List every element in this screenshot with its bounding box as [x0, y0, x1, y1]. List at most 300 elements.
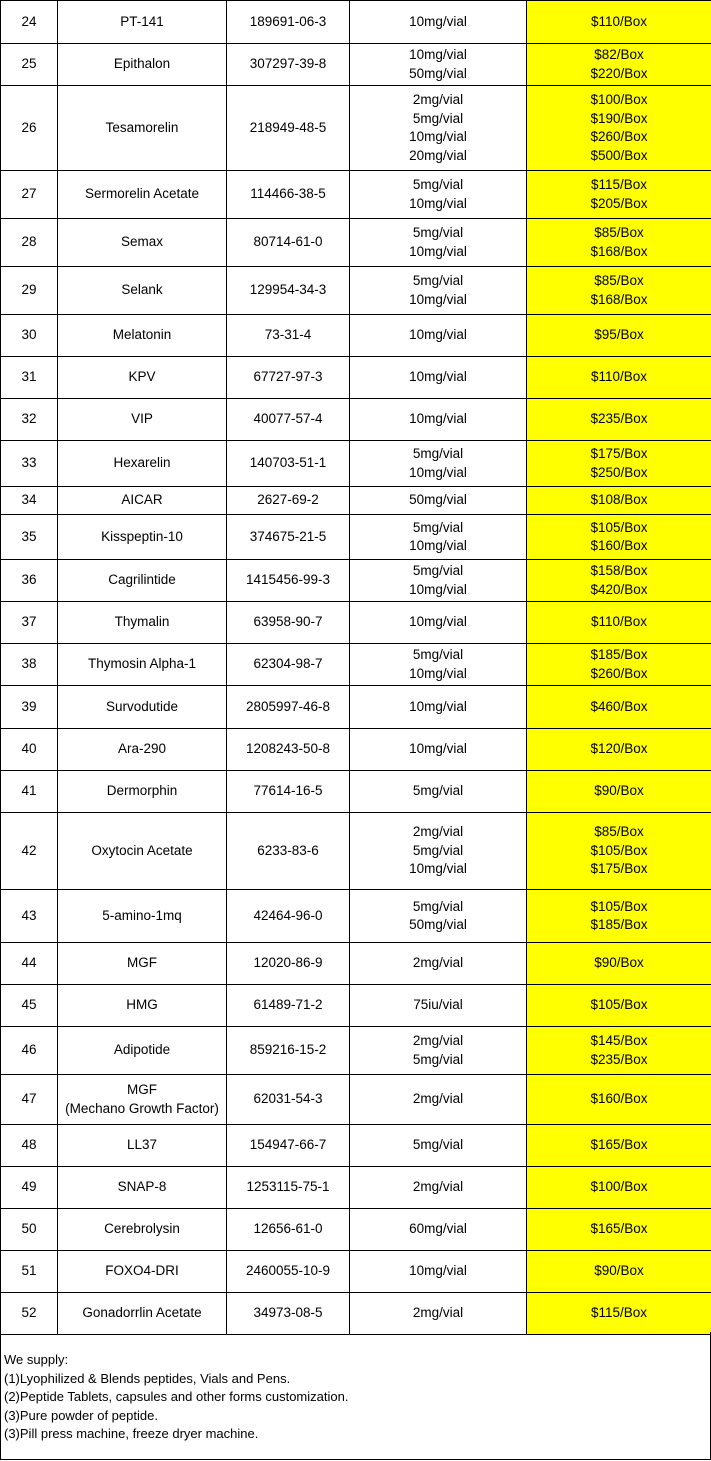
table-row: [1, 515, 711, 560]
specification-line: 10mg/vial: [409, 538, 467, 553]
product-name-cell: [58, 1125, 227, 1167]
specification-line: 10mg/vial: [409, 369, 467, 385]
specification-cell: [350, 1075, 527, 1125]
cas-number-cell: 154947-66-7: [227, 1125, 350, 1167]
specification-line: 2mg/vial: [412, 955, 464, 971]
cas-number-cell: 189691-06-3: [227, 1, 350, 44]
product-name-cell: [58, 441, 227, 487]
price-line: $105/Box: [590, 519, 648, 535]
product-name-line: AICAR: [121, 492, 163, 508]
specification-cell: [350, 985, 527, 1027]
table-row: [1, 729, 711, 771]
product-name-cell: [58, 399, 227, 441]
price-line: $105/Box: [590, 997, 648, 1013]
product-number-cell: 41: [1, 771, 58, 813]
specification-cell: [350, 1125, 527, 1167]
specification-cell: [350, 171, 527, 219]
price-line: $95/Box: [594, 327, 644, 343]
price-line: $100/Box: [590, 1179, 648, 1195]
product-name-cell: [58, 44, 227, 86]
cas-number-cell: 63958-90-7: [227, 602, 350, 644]
table-row: [1, 1125, 711, 1167]
specification-line: 10mg/vial: [409, 327, 467, 343]
price-line: $500/Box: [590, 147, 648, 163]
product-number-cell: 44: [1, 943, 58, 985]
product-number-cell: 47: [1, 1075, 58, 1125]
product-name-cell: [58, 171, 227, 219]
specification-line: 50mg/vial: [409, 917, 467, 932]
specification-line: 10mg/vial: [409, 1263, 467, 1279]
price-line: $82/Box: [594, 47, 644, 62]
product-number-cell: 32: [1, 399, 58, 441]
product-name-line: MGF: [127, 1082, 157, 1097]
specification-cell: [350, 44, 527, 86]
product-number-cell: 51: [1, 1251, 58, 1293]
product-number-cell: 30: [1, 315, 58, 357]
product-name-line: FOXO4-DRI: [105, 1263, 179, 1279]
price-line: $120/Box: [590, 741, 648, 757]
specification-line: 2mg/vial: [412, 1179, 464, 1195]
specification-line: 50mg/vial: [409, 492, 467, 508]
table-row: [1, 44, 711, 86]
price-line: $85/Box: [594, 273, 644, 288]
product-name-line: Cagrilintide: [108, 572, 176, 588]
cas-number-cell: 140703-51-1: [227, 441, 350, 487]
price-cell: [527, 86, 711, 171]
specification-line: 10mg/vial: [409, 195, 467, 211]
product-name-line: Kisspeptin-10: [101, 528, 183, 544]
product-name-line: Oxytocin Acetate: [91, 842, 193, 858]
price-line: $235/Box: [590, 411, 648, 427]
price-line: $168/Box: [590, 243, 648, 259]
price-line: $90/Box: [594, 955, 644, 971]
price-line: $260/Box: [590, 129, 648, 144]
price-line: $110/Box: [590, 614, 648, 630]
price-line: $205/Box: [590, 195, 648, 211]
cas-number-cell: 34973-08-5: [227, 1293, 350, 1335]
price-line: $168/Box: [590, 291, 648, 307]
price-line: $175/Box: [590, 861, 648, 877]
product-number-cell: 45: [1, 985, 58, 1027]
specification-cell: [350, 86, 527, 171]
price-cell: [527, 487, 711, 515]
product-number-cell: 26: [1, 86, 58, 171]
supply-note-line: (2)Peptide Tablets, capsules and other forms customization.: [4, 1389, 349, 1405]
cas-number-cell: 62031-54-3: [227, 1075, 350, 1125]
product-name-cell: [58, 602, 227, 644]
price-line: $235/Box: [590, 1051, 648, 1067]
product-number-cell: 28: [1, 219, 58, 267]
price-line: $220/Box: [590, 65, 648, 81]
table-row: [1, 86, 711, 171]
price-cell: [527, 1075, 711, 1125]
cas-number-cell: 129954-34-3: [227, 267, 350, 315]
product-name-cell: [58, 813, 227, 890]
specification-line: 5mg/vial: [412, 225, 464, 240]
specification-cell: [350, 729, 527, 771]
product-number-cell: 29: [1, 267, 58, 315]
table-row: [1, 560, 711, 602]
product-name-line: Dermorphin: [106, 783, 178, 799]
table-row: [1, 644, 711, 686]
price-cell: [527, 1167, 711, 1209]
product-name-line: LL37: [126, 1137, 158, 1153]
specification-line: 5mg/vial: [412, 177, 464, 192]
price-cell: [527, 602, 711, 644]
price-cell: [527, 441, 711, 487]
product-name-cell: [58, 515, 227, 560]
product-name-cell: [58, 315, 227, 357]
product-name-line: Thymalin: [114, 614, 170, 630]
cas-number-cell: 42464-96-0: [227, 890, 350, 943]
price-line: $160/Box: [590, 538, 648, 553]
price-cell: [527, 985, 711, 1027]
specification-line: 10mg/vial: [409, 741, 467, 757]
price-line: $105/Box: [590, 898, 648, 914]
product-name-cell: [58, 1075, 227, 1125]
table-row: [1, 1293, 711, 1335]
specification-line: 2mg/vial: [412, 92, 464, 107]
price-cell: [527, 644, 711, 686]
price-line: $250/Box: [590, 464, 648, 480]
specification-line: 2mg/vial: [412, 824, 464, 840]
table-row: [1, 315, 711, 357]
product-name-cell: [58, 86, 227, 171]
specification-line: 5mg/vial: [412, 1137, 464, 1153]
price-line: $420/Box: [590, 581, 648, 597]
table-row: [1, 357, 711, 399]
price-line: $85/Box: [594, 824, 644, 840]
cas-number-cell: 61489-71-2: [227, 985, 350, 1027]
product-number-cell: 43: [1, 890, 58, 943]
price-line: $110/Box: [590, 369, 648, 385]
specification-line: 5mg/vial: [412, 273, 464, 288]
product-name-line: Adipotide: [113, 1042, 171, 1058]
product-name-line: Sermorelin Acetate: [84, 186, 200, 202]
product-name-line: KPV: [128, 369, 156, 385]
price-line: $185/Box: [590, 917, 648, 932]
product-name-line: Thymosin Alpha-1: [87, 656, 197, 672]
cas-number-cell: 859216-15-2: [227, 1027, 350, 1075]
specification-line: 5mg/vial: [412, 563, 464, 578]
price-line: $90/Box: [594, 783, 644, 799]
product-name-line: MGF: [127, 955, 157, 971]
product-number-cell: 39: [1, 686, 58, 729]
product-name-cell: [58, 560, 227, 602]
specification-cell: [350, 771, 527, 813]
cas-number-cell: 114466-38-5: [227, 171, 350, 219]
cas-number-cell: 2627-69-2: [227, 487, 350, 515]
product-name-cell: [58, 357, 227, 399]
product-name-cell: [58, 1167, 227, 1209]
price-line: $85/Box: [594, 225, 644, 240]
specification-cell: [350, 890, 527, 943]
table-row: [1, 686, 711, 729]
price-cell: [527, 1209, 711, 1251]
specification-cell: [350, 219, 527, 267]
price-cell: [527, 1125, 711, 1167]
specification-line: 10mg/vial: [409, 614, 467, 630]
product-number-cell: 31: [1, 357, 58, 399]
specification-cell: [350, 487, 527, 515]
specification-line: 10mg/vial: [409, 665, 467, 681]
price-line: $165/Box: [590, 1137, 648, 1153]
specification-line: 10mg/vial: [409, 464, 467, 480]
table-row: [1, 813, 711, 890]
product-number-cell: 52: [1, 1293, 58, 1335]
product-name-cell: [58, 487, 227, 515]
specification-cell: [350, 1209, 527, 1251]
cas-number-cell: 1253115-75-1: [227, 1167, 350, 1209]
price-line: $115/Box: [590, 177, 648, 192]
product-number-cell: 46: [1, 1027, 58, 1075]
table-row: [1, 602, 711, 644]
specification-line: 5mg/vial: [412, 519, 464, 535]
specification-line: 10mg/vial: [409, 47, 467, 62]
cas-number-cell: 1415456-99-3: [227, 560, 350, 602]
product-number-cell: 25: [1, 44, 58, 86]
product-name-cell: [58, 1293, 227, 1335]
specification-cell: [350, 357, 527, 399]
product-name-cell: [58, 985, 227, 1027]
price-line: $260/Box: [590, 665, 648, 681]
cas-number-cell: 12020-86-9: [227, 943, 350, 985]
product-name-line: Survodutide: [105, 698, 179, 714]
specification-cell: [350, 441, 527, 487]
cas-number-cell: 80714-61-0: [227, 219, 350, 267]
product-number-cell: 36: [1, 560, 58, 602]
table-row: [1, 890, 711, 943]
price-cell: [527, 315, 711, 357]
price-cell: [527, 729, 711, 771]
specification-line: 20mg/vial: [409, 147, 467, 163]
specification-cell: [350, 1167, 527, 1209]
product-number-cell: 42: [1, 813, 58, 890]
price-cell: [527, 1251, 711, 1293]
specification-line: 50mg/vial: [409, 65, 467, 81]
price-cell: [527, 1027, 711, 1075]
product-name-line: Gonadorrlin Acetate: [82, 1305, 202, 1321]
specification-cell: [350, 686, 527, 729]
product-name-cell: [58, 1027, 227, 1075]
specification-line: 2mg/vial: [412, 1091, 464, 1107]
table-row: [1, 1167, 711, 1209]
supply-note-line: (3)Pure powder of peptide.: [4, 1407, 158, 1423]
supply-note-line: (3)Pill press machine, freeze dryer machine.: [4, 1426, 259, 1442]
product-name-line: HMG: [126, 997, 158, 1013]
cas-number-cell: 1208243-50-8: [227, 729, 350, 771]
specification-line: 5mg/vial: [412, 783, 464, 799]
specification-line: 10mg/vial: [409, 13, 467, 29]
product-name-line: Epithalon: [113, 56, 171, 72]
cas-number-cell: 40077-57-4: [227, 399, 350, 441]
supply-note: [0, 1332, 711, 1460]
price-line: $105/Box: [590, 842, 648, 858]
cas-number-cell: 2805997-46-8: [227, 686, 350, 729]
specification-cell: [350, 315, 527, 357]
specification-cell: [350, 560, 527, 602]
product-name-cell: [58, 729, 227, 771]
price-cell: [527, 219, 711, 267]
price-cell: [527, 515, 711, 560]
price-line: $108/Box: [590, 492, 648, 508]
product-number-cell: 50: [1, 1209, 58, 1251]
price-cell: [527, 357, 711, 399]
product-number-cell: 48: [1, 1125, 58, 1167]
price-line: $145/Box: [590, 1033, 648, 1048]
product-number-cell: 38: [1, 644, 58, 686]
supply-note-text: [1, 1332, 710, 1444]
specification-line: 2mg/vial: [412, 1305, 464, 1321]
specification-cell: [350, 943, 527, 985]
table-row: [1, 171, 711, 219]
specification-cell: [350, 1293, 527, 1335]
table-row: [1, 1251, 711, 1293]
product-number-cell: 49: [1, 1167, 58, 1209]
specification-cell: [350, 644, 527, 686]
specification-cell: [350, 399, 527, 441]
product-name-line: Melatonin: [112, 327, 172, 343]
specification-line: 5mg/vial: [412, 110, 464, 126]
specification-line: 5mg/vial: [412, 446, 464, 461]
table-row: [1, 985, 711, 1027]
price-cell: [527, 267, 711, 315]
product-name-cell: [58, 943, 227, 985]
product-name-line: 5-amino-1mq: [102, 907, 182, 923]
table-body: [1, 1, 711, 1335]
price-line: $460/Box: [590, 698, 648, 714]
price-line: $165/Box: [590, 1221, 648, 1237]
product-number-cell: 35: [1, 515, 58, 560]
specification-cell: [350, 602, 527, 644]
specification-cell: [350, 267, 527, 315]
cas-number-cell: 218949-48-5: [227, 86, 350, 171]
specification-line: 5mg/vial: [412, 647, 464, 662]
specification-cell: [350, 515, 527, 560]
price-line: $110/Box: [590, 13, 648, 29]
cas-number-cell: 307297-39-8: [227, 44, 350, 86]
price-line: $175/Box: [590, 446, 648, 461]
product-name-line: Cerebrolysin: [104, 1221, 180, 1237]
specification-line: 5mg/vial: [412, 842, 464, 858]
product-name-cell: [58, 890, 227, 943]
price-cell: [527, 890, 711, 943]
product-name-cell: [58, 219, 227, 267]
specification-line: 10mg/vial: [409, 129, 467, 144]
product-name-line: PT-141: [120, 13, 164, 29]
price-cell: [527, 44, 711, 86]
price-cell: [527, 686, 711, 729]
price-line: $158/Box: [590, 563, 648, 578]
specification-line: 10mg/vial: [409, 581, 467, 597]
table-row: [1, 219, 711, 267]
price-cell: [527, 771, 711, 813]
specification-line: 10mg/vial: [409, 411, 467, 427]
specification-line: 2mg/vial: [412, 1033, 464, 1048]
specification-line: 10mg/vial: [409, 698, 467, 714]
product-name-line: Hexarelin: [113, 455, 171, 471]
specification-line: 10mg/vial: [409, 243, 467, 259]
price-cell: [527, 813, 711, 890]
table-row: [1, 1027, 711, 1075]
table-row: [1, 487, 711, 515]
table-row: [1, 399, 711, 441]
cas-number-cell: 67727-97-3: [227, 357, 350, 399]
price-line: $185/Box: [590, 647, 648, 662]
product-name-cell: [58, 1209, 227, 1251]
product-number-cell: 34: [1, 487, 58, 515]
table-row: [1, 441, 711, 487]
product-name-line: Selank: [121, 282, 163, 298]
cas-number-cell: 73-31-4: [227, 315, 350, 357]
price-cell: [527, 1, 711, 44]
table-row: [1, 943, 711, 985]
product-name-cell: [58, 267, 227, 315]
product-name-cell: [58, 771, 227, 813]
cas-number-cell: 374675-21-5: [227, 515, 350, 560]
price-cell: [527, 1293, 711, 1335]
specification-line: 10mg/vial: [409, 291, 467, 307]
price-cell: [527, 560, 711, 602]
product-name-cell: [58, 644, 227, 686]
price-cell: [527, 943, 711, 985]
table-row: [1, 1075, 711, 1125]
specification-cell: [350, 813, 527, 890]
product-name-line: (Mechano Growth Factor): [65, 1100, 219, 1116]
product-number-cell: 37: [1, 602, 58, 644]
specification-cell: [350, 1, 527, 44]
product-name-line: SNAP-8: [117, 1179, 167, 1195]
product-name-cell: [58, 686, 227, 729]
price-line: $100/Box: [590, 92, 648, 107]
product-number-cell: 40: [1, 729, 58, 771]
specification-line: 75iu/vial: [413, 997, 463, 1013]
specification-line: 10mg/vial: [409, 861, 467, 877]
table-row: [1, 1209, 711, 1251]
specification-cell: [350, 1027, 527, 1075]
product-name-cell: [58, 1, 227, 44]
product-name-line: Semax: [120, 234, 164, 250]
table-row: [1, 1, 711, 44]
cas-number-cell: 12656-61-0: [227, 1209, 350, 1251]
table-row: [1, 771, 711, 813]
product-name-cell: [58, 1251, 227, 1293]
price-line: $115/Box: [590, 1305, 648, 1321]
supply-note-line: (1)Lyophilized & Blends peptides, Vials and Pens.: [4, 1370, 291, 1386]
price-line: $190/Box: [590, 110, 648, 126]
cas-number-cell: 6233-83-6: [227, 813, 350, 890]
product-number-cell: 24: [1, 1, 58, 44]
supply-note-line: We supply:: [4, 1352, 69, 1367]
table-row: [1, 267, 711, 315]
price-line: $90/Box: [594, 1263, 644, 1279]
specification-line: 60mg/vial: [409, 1221, 467, 1237]
price-cell: [527, 399, 711, 441]
product-number-cell: 27: [1, 171, 58, 219]
price-line: $160/Box: [590, 1091, 648, 1107]
specification-cell: [350, 1251, 527, 1293]
price-cell: [527, 171, 711, 219]
specification-line: 5mg/vial: [412, 1051, 464, 1067]
product-name-line: Ara-290: [117, 741, 167, 757]
product-number-cell: 33: [1, 441, 58, 487]
cas-number-cell: 2460055-10-9: [227, 1251, 350, 1293]
product-name-line: Tesamorelin: [105, 119, 179, 135]
specification-line: 5mg/vial: [412, 898, 464, 914]
product-name-line: VIP: [131, 411, 153, 427]
cas-number-cell: 62304-98-7: [227, 644, 350, 686]
cas-number-cell: 77614-16-5: [227, 771, 350, 813]
